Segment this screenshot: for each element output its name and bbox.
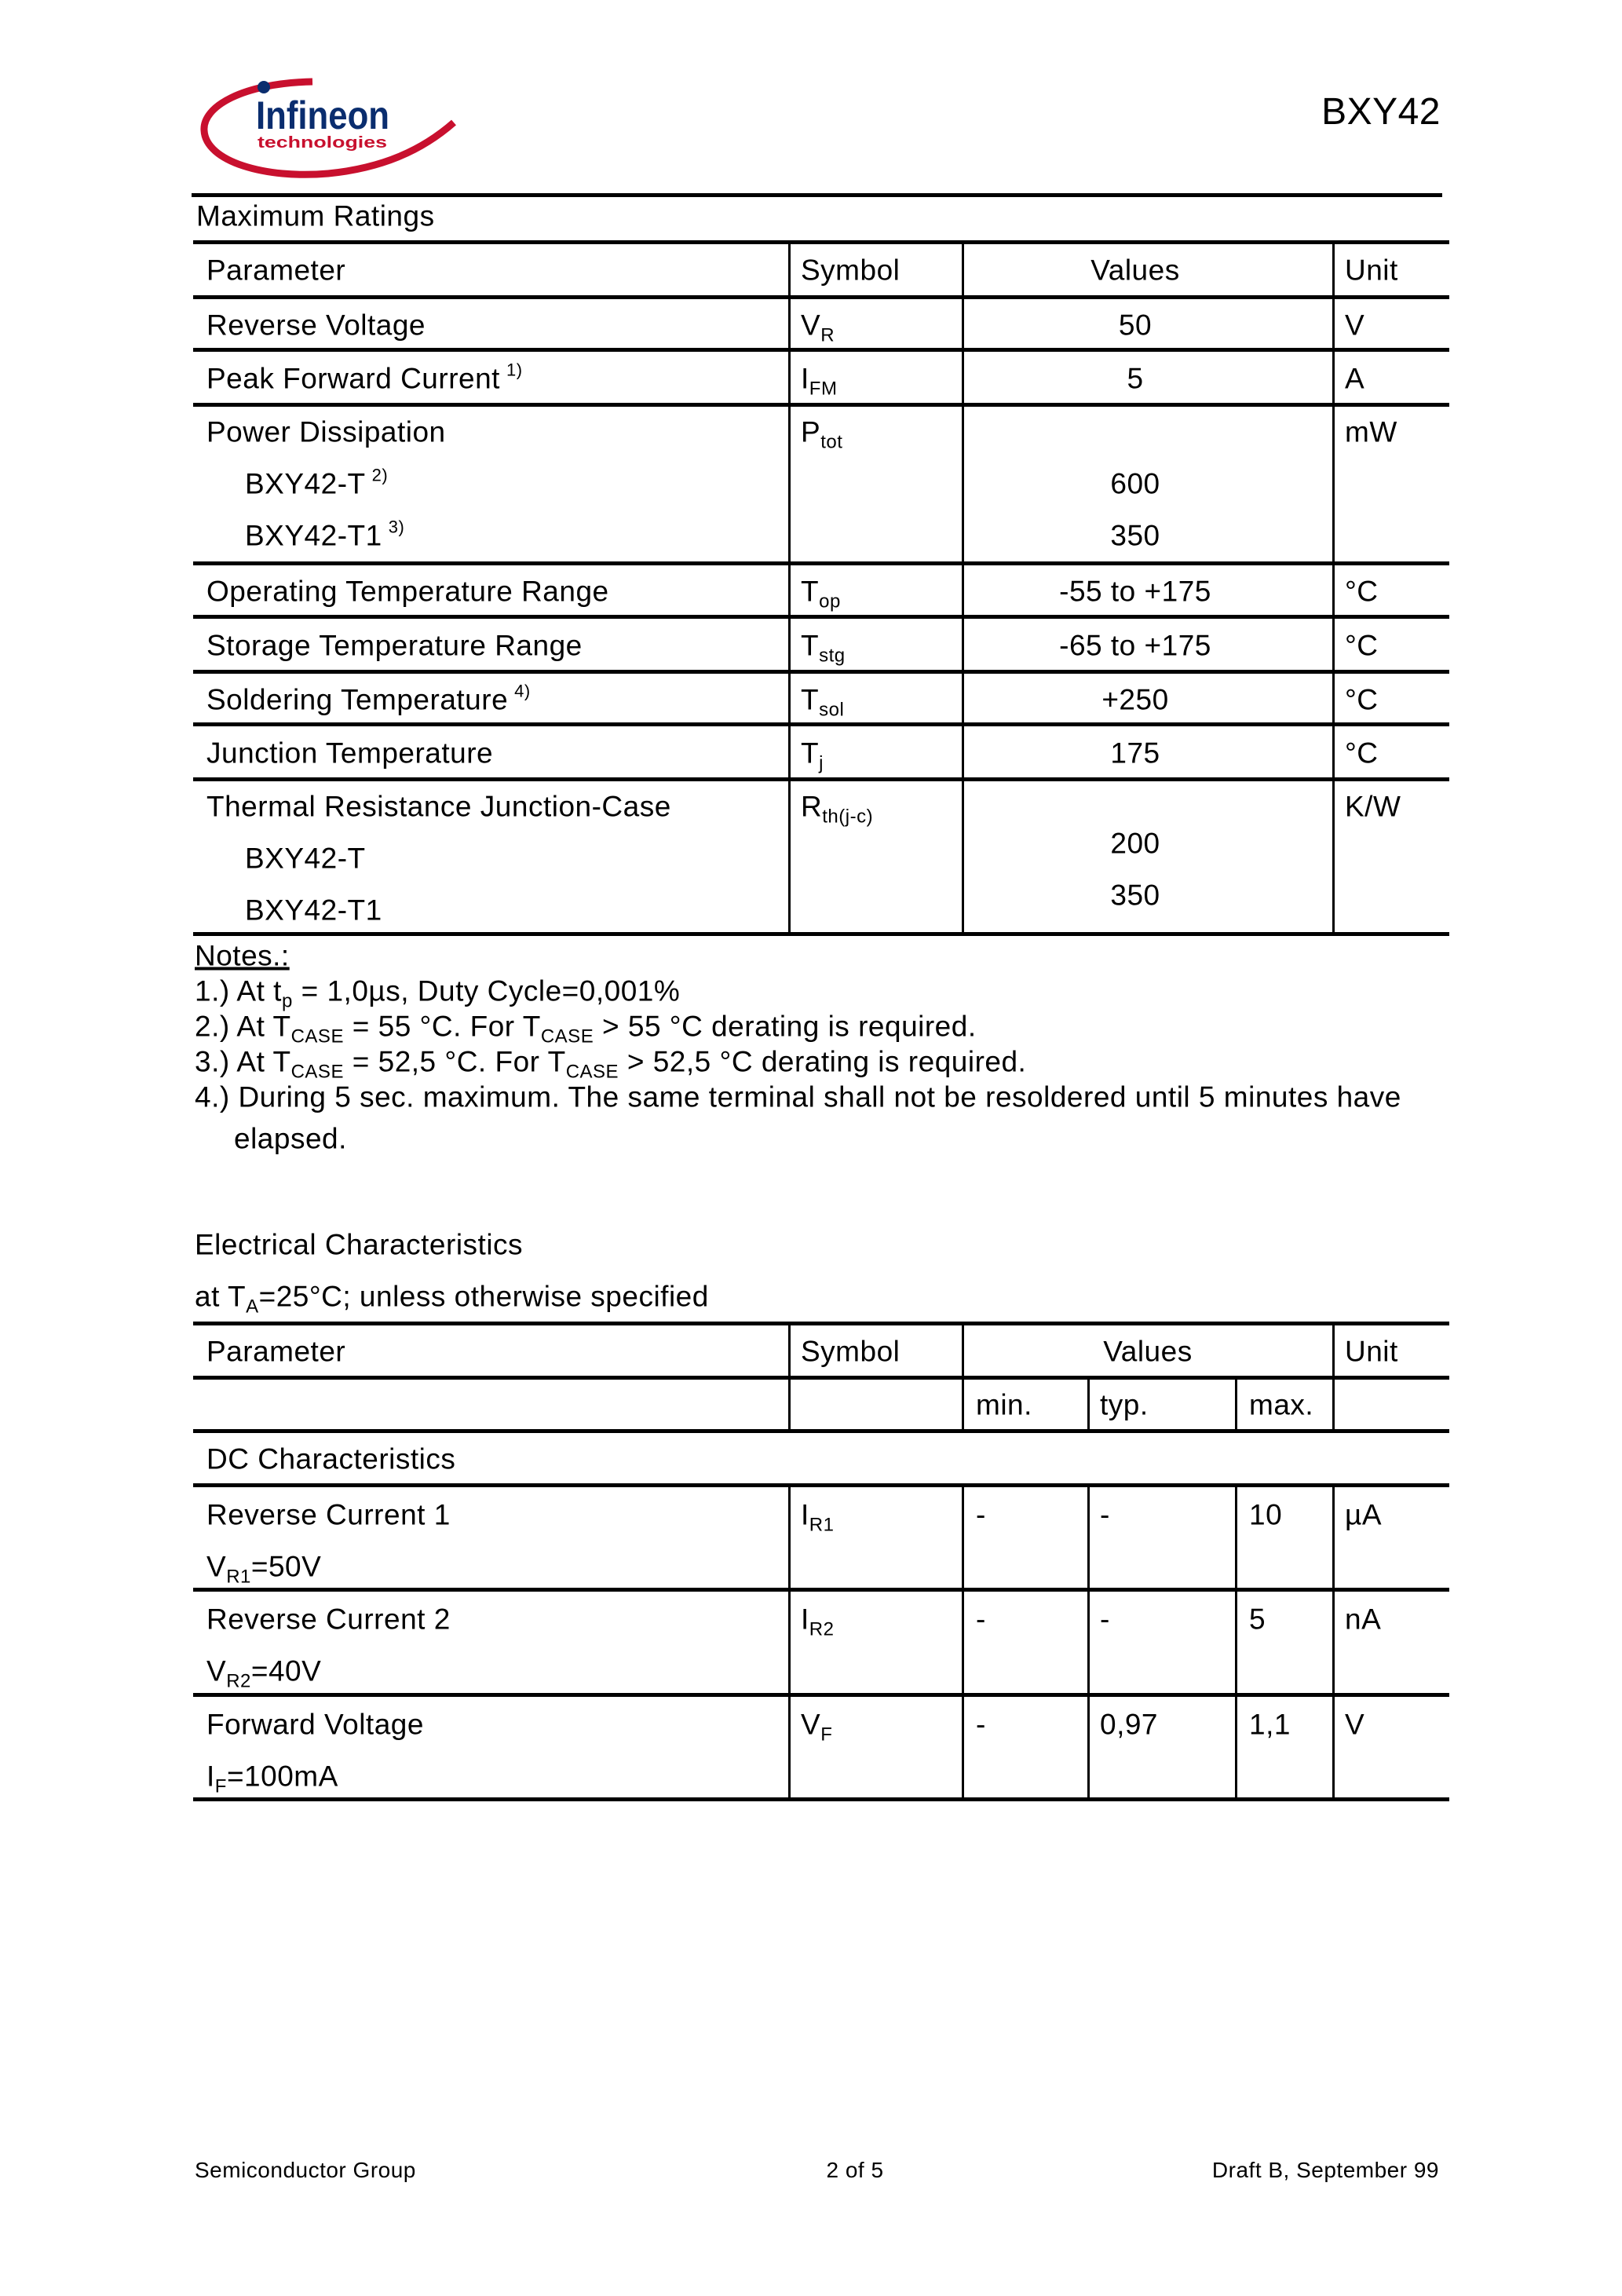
- rating-symbol: [801, 415, 843, 453]
- rating-variant-text: BXY42-T: [245, 842, 366, 875]
- char-parameter: [206, 1498, 451, 1531]
- rating-parameter: [206, 792, 671, 821]
- note-item: [195, 1080, 1401, 1113]
- rating-value-text: 5: [1127, 362, 1144, 395]
- rating-variant: [245, 844, 366, 873]
- char-condition-sub: R2: [226, 1670, 251, 1692]
- char-max-text: 10: [1249, 1498, 1283, 1531]
- char-symbol: [801, 1603, 835, 1640]
- char-condition: [206, 1654, 322, 1692]
- rating-parameter: [206, 360, 523, 395]
- table-rule: [193, 1429, 1449, 1433]
- column-divider: [962, 1323, 964, 1431]
- char-symbol-sub: R1: [809, 1514, 835, 1536]
- note-item-text: 4.) During 5 sec. maximum. The same terminal shall not be resoldered until 5 minutes have: [195, 1080, 1401, 1113]
- rating-variant-sup: 2): [371, 465, 389, 485]
- section-title-electrical: [195, 1230, 523, 1260]
- note-item-text: = 1,0µs, Duty Cycle=0,001%: [292, 974, 681, 1007]
- column-divider: [788, 242, 791, 934]
- rating-unit: [1345, 792, 1401, 821]
- char-unit: [1345, 1605, 1381, 1634]
- note-item-text: 1.) At t: [195, 974, 282, 1007]
- table-rule: [193, 615, 1449, 619]
- rating-parameter-sup: 4): [514, 681, 531, 700]
- rating-symbol-text: T: [801, 737, 820, 770]
- header-parameter-text: Parameter: [206, 1335, 346, 1368]
- footer-right: Draft B, September 99: [1211, 2158, 1439, 2182]
- rating-parameter: [206, 631, 583, 660]
- note-item-sub: p: [281, 990, 293, 1012]
- column-divider: [788, 1323, 791, 1431]
- rating-parameter-text: Power Dissipation: [206, 415, 446, 448]
- note-item-sub: CASE: [290, 1026, 344, 1047]
- rating-symbol-sub: th(j-c): [822, 806, 874, 828]
- rating-symbol: [801, 362, 838, 400]
- column-divider: [962, 242, 964, 934]
- rating-unit-text: °C: [1345, 629, 1379, 662]
- header-unit-text: Unit: [1345, 254, 1398, 287]
- header-symbol-text: Symbol: [801, 254, 901, 287]
- rating-unit-text: mW: [1345, 415, 1397, 448]
- char-condition-text: =50V: [250, 1550, 322, 1583]
- char-max: [1249, 1710, 1291, 1739]
- header-max: [1249, 1388, 1314, 1421]
- rating-parameter: [206, 310, 426, 339]
- char-parameter: [206, 1710, 424, 1739]
- table-rule: [193, 1693, 1449, 1697]
- rating-symbol-sub: op: [819, 590, 841, 612]
- char-min-text: -: [976, 1498, 986, 1531]
- header-typ-text: typ.: [1100, 1388, 1149, 1421]
- rating-symbol: [801, 309, 835, 345]
- char-symbol: [801, 1498, 835, 1536]
- char-max-text: 5: [1249, 1603, 1266, 1636]
- rating-symbol-text: T: [801, 683, 820, 715]
- header-typ: [1100, 1388, 1149, 1421]
- logo: [195, 75, 462, 181]
- header-values-text: Values: [1090, 254, 1180, 287]
- section-dc-characteristics: [206, 1442, 456, 1475]
- rating-symbol: [801, 790, 874, 828]
- note-item: [195, 1010, 977, 1047]
- rating-variant-value: [1110, 881, 1160, 910]
- table-rule: [193, 1322, 1449, 1325]
- char-symbol-text: I: [801, 1603, 809, 1636]
- rating-unit-text: °C: [1345, 683, 1379, 715]
- note-item-sub: CASE: [565, 1061, 619, 1083]
- footer-page: 2 of 5: [826, 2158, 884, 2182]
- header-max-text: max.: [1249, 1388, 1314, 1421]
- rating-unit: [1345, 685, 1379, 714]
- rating-symbol: [801, 629, 846, 667]
- header-unit-text: Unit: [1345, 1335, 1398, 1368]
- rating-variant-value-text: 350: [1110, 519, 1160, 552]
- char-condition-text: =40V: [250, 1654, 322, 1687]
- table-rule: [193, 932, 1449, 936]
- char-condition-text: =100mA: [226, 1760, 338, 1793]
- column-divider: [1332, 1485, 1335, 1799]
- char-max-text: 1,1: [1249, 1708, 1291, 1741]
- header-values: [1090, 256, 1179, 285]
- column-divider: [1332, 1323, 1335, 1431]
- rating-value: [1059, 631, 1211, 660]
- column-divider: [1235, 1377, 1237, 1431]
- char-parameter-text: Reverse Current 1: [206, 1498, 451, 1531]
- char-parameter-text: Reverse Current 2: [206, 1603, 451, 1636]
- rating-parameter-text: Reverse Voltage: [206, 309, 426, 341]
- table-rule: [193, 561, 1449, 565]
- rating-unit: [1345, 415, 1397, 448]
- rating-symbol-sub: sol: [819, 699, 845, 720]
- char-min: [976, 1605, 986, 1634]
- rating-variant-value: [1110, 467, 1160, 500]
- header-parameter-text: Parameter: [206, 254, 346, 287]
- rating-variant-text: BXY42-T: [245, 467, 366, 500]
- note-item-text: 2.) At T: [195, 1010, 291, 1043]
- rating-variant: [245, 517, 405, 552]
- char-condition-sub: F: [214, 1775, 227, 1797]
- rating-variant-value: [1110, 829, 1160, 858]
- char-unit: [1345, 1498, 1382, 1531]
- section-title-max-ratings-text: Maximum Ratings: [196, 199, 435, 232]
- rating-unit: [1345, 364, 1364, 393]
- header-values-text: Values: [1103, 1335, 1193, 1368]
- table-rule: [193, 1588, 1449, 1592]
- rating-parameter-text: Junction Temperature: [206, 737, 494, 770]
- svg-text:Infineon: Infineon: [256, 93, 389, 137]
- rating-value-text: 50: [1118, 309, 1153, 341]
- table-rule: [193, 670, 1449, 674]
- char-typ: [1100, 1498, 1110, 1531]
- char-parameter-text: Forward Voltage: [206, 1708, 424, 1741]
- rating-unit-text: °C: [1345, 737, 1379, 770]
- rating-symbol-sub: FM: [809, 378, 838, 400]
- char-parameter: [206, 1605, 451, 1634]
- char-condition-text: V: [206, 1654, 227, 1687]
- rating-variant-value-text: 200: [1110, 827, 1160, 860]
- rating-symbol-sub: tot: [820, 431, 843, 453]
- note-item: [195, 974, 681, 1012]
- table-rule: [193, 403, 1449, 407]
- footer-left: Semiconductor Group: [195, 2158, 416, 2182]
- rating-value: [1127, 364, 1143, 393]
- table-rule: [193, 777, 1449, 781]
- rating-variant-text: BXY42-T1: [245, 519, 382, 552]
- header-unit: [1345, 1337, 1398, 1366]
- rating-value-text: +250: [1101, 683, 1169, 715]
- char-symbol-text: I: [801, 1498, 809, 1531]
- part-number: BXY42: [1321, 91, 1441, 133]
- note-item-text: > 55 °C derating is required.: [594, 1010, 977, 1043]
- note-item-text: elapsed.: [234, 1122, 347, 1155]
- char-max: [1249, 1498, 1283, 1531]
- header-unit: [1345, 256, 1398, 285]
- test-condition: [195, 1280, 709, 1318]
- column-divider: [1332, 242, 1335, 934]
- header-values: [1103, 1337, 1192, 1366]
- rating-variant-value-text: 600: [1110, 467, 1160, 500]
- rating-symbol-sub: R: [820, 324, 835, 345]
- header-parameter: [206, 256, 345, 285]
- char-unit-text: nA: [1345, 1603, 1382, 1636]
- rating-symbol-text: T: [801, 629, 820, 662]
- table-rule: [193, 348, 1449, 352]
- rating-unit: [1345, 577, 1379, 606]
- rating-unit-text: V: [1345, 309, 1365, 341]
- char-symbol-sub: F: [820, 1724, 833, 1746]
- svg-text:technologies: technologies: [258, 134, 387, 152]
- char-unit-text: µA: [1345, 1498, 1382, 1531]
- section-title-max-ratings: [196, 199, 435, 232]
- column-divider: [1087, 1485, 1090, 1799]
- char-condition-text: I: [206, 1760, 215, 1793]
- header-min: [976, 1388, 1032, 1421]
- rating-variant: [245, 896, 382, 925]
- rating-value: [1059, 577, 1211, 606]
- rating-parameter-text: Storage Temperature Range: [206, 629, 583, 662]
- char-typ-text: -: [1100, 1603, 1110, 1636]
- rating-symbol: [801, 575, 841, 612]
- infineon-logo-icon: [195, 75, 462, 181]
- rating-symbol: [801, 683, 845, 720]
- rating-parameter-text: Thermal Resistance Junction-Case: [206, 790, 671, 823]
- char-symbol-sub: R2: [809, 1618, 835, 1640]
- rating-value-text: -65 to +175: [1059, 629, 1211, 662]
- test-condition-sub: A: [246, 1296, 259, 1318]
- rating-unit: [1345, 739, 1379, 768]
- notes-title: [195, 941, 290, 971]
- rating-symbol-text: R: [801, 790, 823, 823]
- rating-symbol-sub: j: [819, 752, 824, 774]
- char-min: [976, 1710, 986, 1739]
- char-typ-text: -: [1100, 1498, 1110, 1531]
- rating-symbol-text: P: [801, 415, 821, 448]
- rating-unit-text: A: [1345, 362, 1365, 395]
- char-unit: [1345, 1710, 1364, 1739]
- header-rule: [192, 193, 1442, 197]
- char-symbol: [801, 1708, 833, 1746]
- rating-value: [1110, 739, 1160, 768]
- rating-value: [1119, 310, 1152, 339]
- char-condition: [206, 1550, 322, 1588]
- rating-value: [1101, 685, 1168, 714]
- rating-parameter-sup: 1): [506, 360, 523, 380]
- note-item-text: 3.) At T: [195, 1045, 291, 1078]
- column-divider: [1235, 1485, 1237, 1799]
- table-rule: [193, 295, 1449, 299]
- char-min-text: -: [976, 1603, 986, 1636]
- rating-variant-value-text: 350: [1110, 879, 1160, 912]
- char-condition: [206, 1760, 338, 1797]
- header-symbol: [801, 1337, 900, 1366]
- rating-unit: [1345, 310, 1364, 339]
- char-max: [1249, 1605, 1266, 1634]
- column-divider: [1087, 1377, 1090, 1431]
- note-item-text: = 52,5 °C. For T: [343, 1045, 566, 1078]
- rating-symbol-sub: stg: [819, 645, 846, 667]
- table-rule: [193, 240, 1449, 244]
- table-rule: [193, 1483, 1449, 1487]
- rating-parameter-text: Operating Temperature Range: [206, 575, 609, 608]
- rating-unit-text: °C: [1345, 575, 1379, 608]
- note-item: [234, 1124, 347, 1153]
- rating-symbol: [801, 737, 824, 774]
- char-symbol-text: V: [801, 1708, 821, 1741]
- char-min: [976, 1498, 986, 1531]
- section-dc-characteristics-text: DC Characteristics: [206, 1442, 456, 1475]
- rating-symbol-text: V: [801, 309, 821, 341]
- char-condition-text: V: [206, 1550, 227, 1583]
- column-divider: [788, 1485, 791, 1799]
- note-item-sub: CASE: [540, 1026, 594, 1047]
- header-symbol-text: Symbol: [801, 1335, 901, 1368]
- char-typ: [1100, 1710, 1158, 1739]
- rating-value-text: -55 to +175: [1059, 575, 1211, 608]
- note-item-text: = 55 °C. For T: [343, 1010, 541, 1043]
- column-divider: [962, 1485, 964, 1799]
- rating-value-text: 175: [1110, 737, 1160, 770]
- rating-symbol-text: I: [801, 362, 809, 395]
- table-rule: [193, 1376, 1449, 1380]
- rating-variant: [245, 465, 389, 500]
- rating-unit: [1345, 631, 1379, 660]
- char-typ-text: 0,97: [1100, 1708, 1159, 1741]
- rating-variant-value: [1110, 521, 1160, 550]
- char-typ: [1100, 1605, 1110, 1634]
- rating-symbol-text: T: [801, 575, 820, 608]
- table-rule: [193, 1797, 1449, 1801]
- char-min-text: -: [976, 1708, 986, 1741]
- rating-parameter-text: Soldering Temperature: [206, 683, 509, 715]
- note-item-text: > 52,5 °C derating is required.: [619, 1045, 1027, 1078]
- table-rule: [193, 722, 1449, 726]
- note-item: [195, 1045, 1027, 1083]
- note-item-sub: CASE: [290, 1061, 344, 1083]
- rating-variant-text: BXY42-T1: [245, 894, 382, 927]
- rating-unit-text: K/W: [1345, 790, 1401, 823]
- rating-parameter: [206, 739, 493, 768]
- rating-variant-sup: 3): [388, 517, 405, 537]
- header-min-text: min.: [976, 1388, 1032, 1421]
- rating-parameter: [206, 415, 446, 448]
- section-title-electrical-text: Electrical Characteristics: [195, 1228, 524, 1261]
- rating-parameter: [206, 681, 531, 715]
- char-condition-sub: R1: [226, 1566, 251, 1588]
- rating-parameter: [206, 577, 609, 606]
- rating-parameter-text: Peak Forward Current: [206, 362, 500, 395]
- char-unit-text: V: [1345, 1708, 1365, 1741]
- test-condition-text: at T: [195, 1280, 247, 1313]
- header-parameter: [206, 1337, 345, 1366]
- notes-title-text: Notes.:: [195, 939, 290, 972]
- test-condition-text: =25°C; unless otherwise specified: [258, 1280, 709, 1313]
- header-symbol: [801, 256, 900, 285]
